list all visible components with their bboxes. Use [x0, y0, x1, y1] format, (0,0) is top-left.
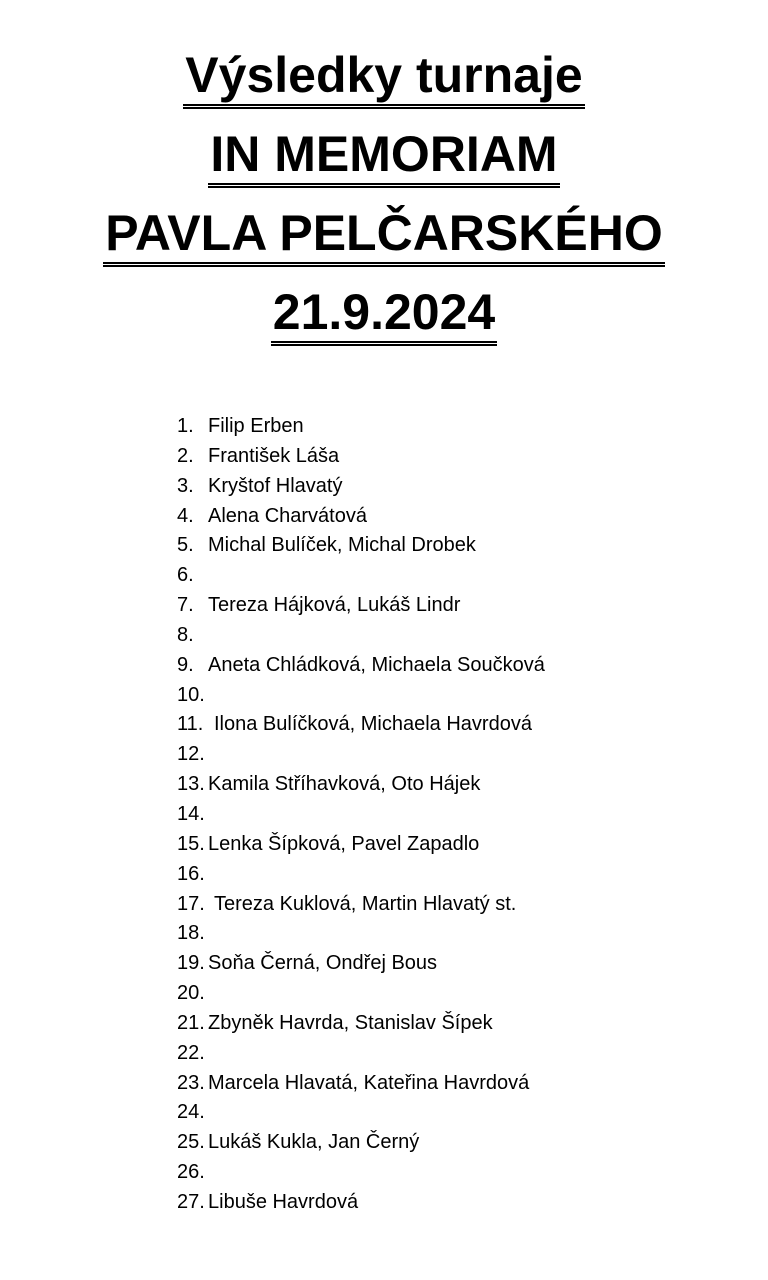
result-rank: 3. [177, 474, 194, 497]
title-line-honoree-name: PAVLA PELČARSKÉHO [0, 194, 768, 273]
result-rank: 15. [177, 832, 205, 855]
result-row [177, 710, 545, 740]
result-row [177, 651, 545, 681]
result-name: Lenka Šípková, Pavel Zapadlo [208, 832, 480, 855]
result-name: František Láša [208, 444, 340, 467]
result-rank: 12. [177, 743, 205, 766]
result-row [177, 1158, 545, 1188]
result-row [177, 979, 545, 1009]
result-rank: 23. [177, 1071, 205, 1094]
result-rank: 4. [177, 504, 194, 527]
result-name: Marcela Hlavatá, Kateřina Havrdová [208, 1071, 530, 1094]
result-row [177, 890, 545, 920]
result-row [177, 800, 545, 830]
result-rank: 13. [177, 773, 205, 796]
result-rank: 18. [177, 922, 205, 945]
title-line-in-memoriam: IN MEMORIAM [0, 115, 768, 194]
result-rank: 6. [177, 564, 194, 587]
result-rank: 21. [177, 1011, 205, 1034]
result-row [177, 860, 545, 890]
result-rank: 8. [177, 623, 194, 646]
results-list [177, 412, 545, 1218]
result-name: Ilona Bulíčková, Michaela Havrdová [214, 713, 532, 736]
result-name: Libuše Havrdová [208, 1190, 359, 1213]
result-rank: 17. [177, 892, 205, 915]
result-rank: 27. [177, 1190, 205, 1213]
result-row [177, 1128, 545, 1158]
result-name: Tereza Kuklová, Martin Hlavatý st. [214, 892, 517, 915]
result-rank: 16. [177, 862, 205, 885]
result-rank: 22. [177, 1041, 205, 1064]
result-rank: 9. [177, 653, 194, 676]
result-row [177, 502, 545, 532]
result-name: Michal Bulíček, Michal Drobek [208, 534, 476, 557]
result-rank: 1. [177, 415, 194, 437]
result-row [177, 681, 545, 711]
result-rank: 5. [177, 534, 194, 557]
result-row [177, 561, 545, 591]
result-row [177, 740, 545, 770]
title-line-tournament-results: Výsledky turnaje [0, 36, 768, 115]
result-row [177, 442, 545, 472]
result-rank: 2. [177, 444, 194, 467]
result-name: Lukáš Kukla, Jan Černý [208, 1131, 420, 1154]
result-rank: 7. [177, 594, 194, 617]
result-row [177, 949, 545, 979]
result-name: Kryštof Hlavatý [208, 474, 343, 497]
result-rank: 19. [177, 952, 205, 975]
result-rank: 24. [177, 1101, 205, 1124]
result-row [177, 531, 545, 561]
result-rank: 11. [177, 713, 204, 736]
result-rank: 10. [177, 683, 205, 706]
result-name: Filip Erben [208, 415, 304, 437]
page-title [0, 36, 768, 352]
result-row [177, 770, 545, 800]
result-rank: 20. [177, 982, 205, 1005]
result-row [177, 591, 545, 621]
result-row [177, 472, 545, 502]
result-rank: 14. [177, 802, 205, 825]
result-row [177, 1188, 545, 1218]
title-line-date: 21.9.2024 [0, 273, 768, 352]
result-name: Kamila Stříhavková, Oto Hájek [208, 773, 481, 796]
result-name: Tereza Hájková, Lukáš Lindr [208, 594, 461, 617]
result-row [177, 1069, 545, 1099]
result-row [177, 1098, 545, 1128]
result-rank: 26. [177, 1161, 205, 1184]
result-name: Zbyněk Havrda, Stanislav Šípek [208, 1011, 493, 1034]
result-row [177, 919, 545, 949]
result-name: Alena Charvátová [208, 504, 367, 527]
result-row [177, 830, 545, 860]
result-row [177, 621, 545, 651]
result-row [177, 1039, 545, 1069]
result-rank: 25. [177, 1131, 205, 1154]
result-name: Aneta Chládková, Michaela Součková [208, 653, 545, 676]
result-name: Soňa Černá, Ondřej Bous [208, 952, 438, 975]
result-row [177, 1009, 545, 1039]
result-row [177, 412, 545, 442]
